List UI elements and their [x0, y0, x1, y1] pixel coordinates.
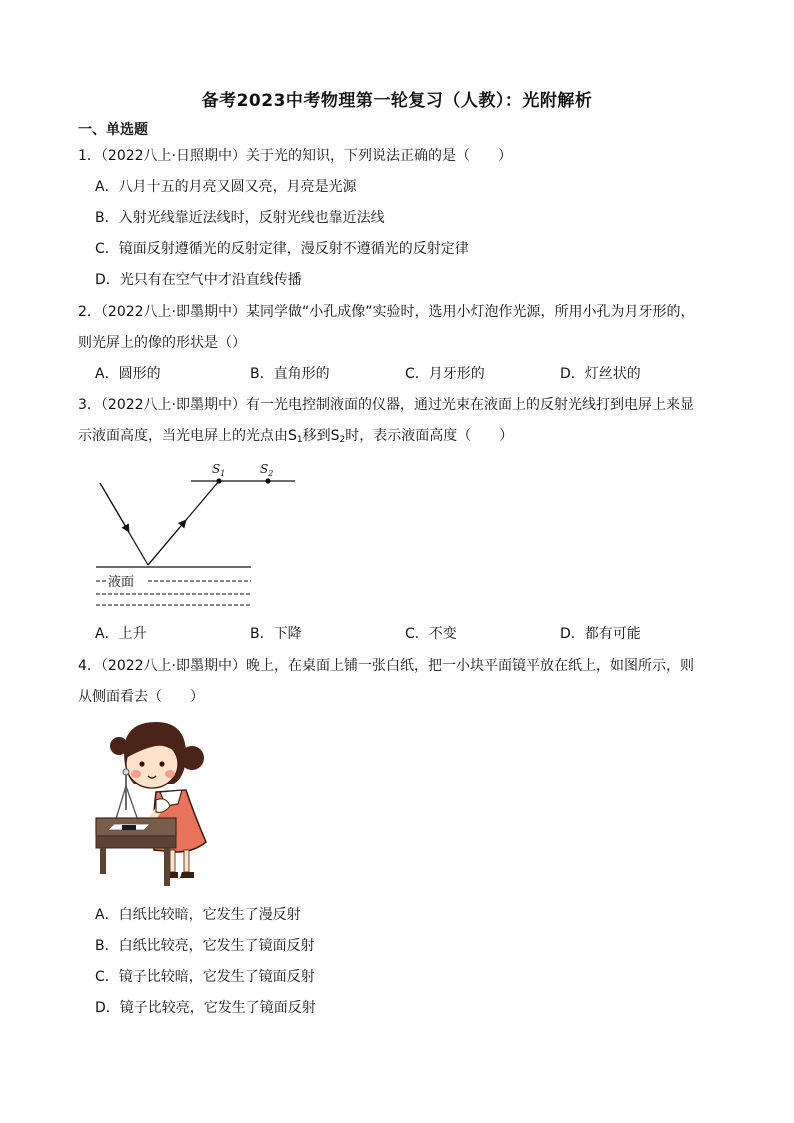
q4-option-c: C．镜子比较暗，它发生了镜面反射 — [95, 969, 315, 985]
right-shoe — [180, 872, 194, 878]
s1-label: $S_1$ — [212, 462, 226, 478]
q3-option-d: D．都有可能 — [560, 626, 641, 642]
q1-option-d: D．光只有在空气中才沿直线传播 — [95, 272, 302, 288]
q3-reflection-diagram — [88, 455, 303, 615]
q3-stem-text-b: 移到S — [302, 428, 340, 444]
table-leg-right — [164, 848, 170, 886]
lamp-bulb — [123, 769, 129, 775]
left-leg — [170, 850, 175, 872]
q4-option-a: A．白纸比较暗，它发生了漫反射 — [95, 907, 301, 923]
left-eye — [139, 761, 144, 766]
incident-ray-arrow — [100, 483, 129, 532]
q2-option-c: C．月牙形的 — [405, 366, 485, 382]
q1-option-c: C．镜面反射遵循光的反射定律，漫反射不遵循光的反射定律 — [95, 241, 469, 257]
q1-stem: 1．（2022八上·日照期中）关于光的知识，下列说法正确的是（ ） — [78, 148, 512, 164]
q3-subscript-1: 1 — [296, 435, 303, 445]
q1-option-b: B．入射光线靠近法线时，反射光线也靠近法线 — [95, 210, 385, 226]
q4-option-d: D．镜子比较亮，它发生了镜面反射 — [95, 1000, 316, 1016]
left-cheek — [131, 770, 141, 778]
right-eye — [159, 761, 164, 766]
q3-stem-text-a: 示液面高度，当光电屏上的光点由S — [78, 428, 297, 444]
q3-option-b: B．下降 — [250, 626, 302, 642]
q3-subscript-2: 2 — [339, 435, 346, 445]
section-heading: 一、单选题 — [78, 122, 148, 138]
document-title: 备考2023中考物理第一轮复习（人教）：光附解析 — [201, 91, 593, 111]
s2-point — [265, 478, 270, 483]
reflected-ray-arrow — [148, 520, 186, 565]
q3-stem-line1: 3．（2022八上·即墨期中）有一光电控制液面的仪器，通过光束在液面上的反射光线打到电屏上来显 — [78, 397, 694, 413]
q2-stem-line2: 则光屏上的像的形状是（） — [78, 335, 246, 351]
q2-stem-line1: 2．（2022八上·即墨期中）某同学做“小孔成像”实验时，选用小灯泡作光源，所用小孔为月牙形的， — [78, 304, 695, 320]
q3-option-c: C．不变 — [405, 626, 457, 642]
q2-option-b: B．直角形的 — [250, 366, 330, 382]
hair-bun-left — [110, 737, 128, 755]
q3-stem-line2 — [78, 425, 513, 445]
q4-option-b: B．白纸比较亮，它发生了镜面反射 — [95, 938, 315, 954]
q2-option-d: D．灯丝状的 — [560, 366, 641, 382]
q1-option-a: A．八月十五的月亮又圆又亮，月亮是光源 — [95, 179, 357, 195]
right-leg — [184, 850, 189, 872]
table-leg-left — [100, 848, 106, 874]
girl-mirror-illustration — [94, 714, 219, 889]
s2-label: $S_2$ — [260, 462, 274, 478]
right-cheek — [165, 770, 175, 778]
q3-stem-text-c: 时，表示液面高度（ ） — [345, 428, 514, 444]
liquid-label: 液面 — [108, 575, 135, 590]
table-front — [96, 836, 176, 848]
q4-stem-line2: 从侧面看去（ ） — [78, 689, 204, 705]
q4-stem-line1: 4．（2022八上·即墨期中）晚上，在桌面上铺一张白纸，把一小块平面镜平放在纸上，如图所示，则 — [78, 658, 694, 674]
q2-option-a: A．圆形的 — [95, 366, 161, 382]
q3-option-a: A．上升 — [95, 626, 147, 642]
hair-bun-right — [180, 746, 204, 770]
small-mirror — [122, 825, 136, 830]
